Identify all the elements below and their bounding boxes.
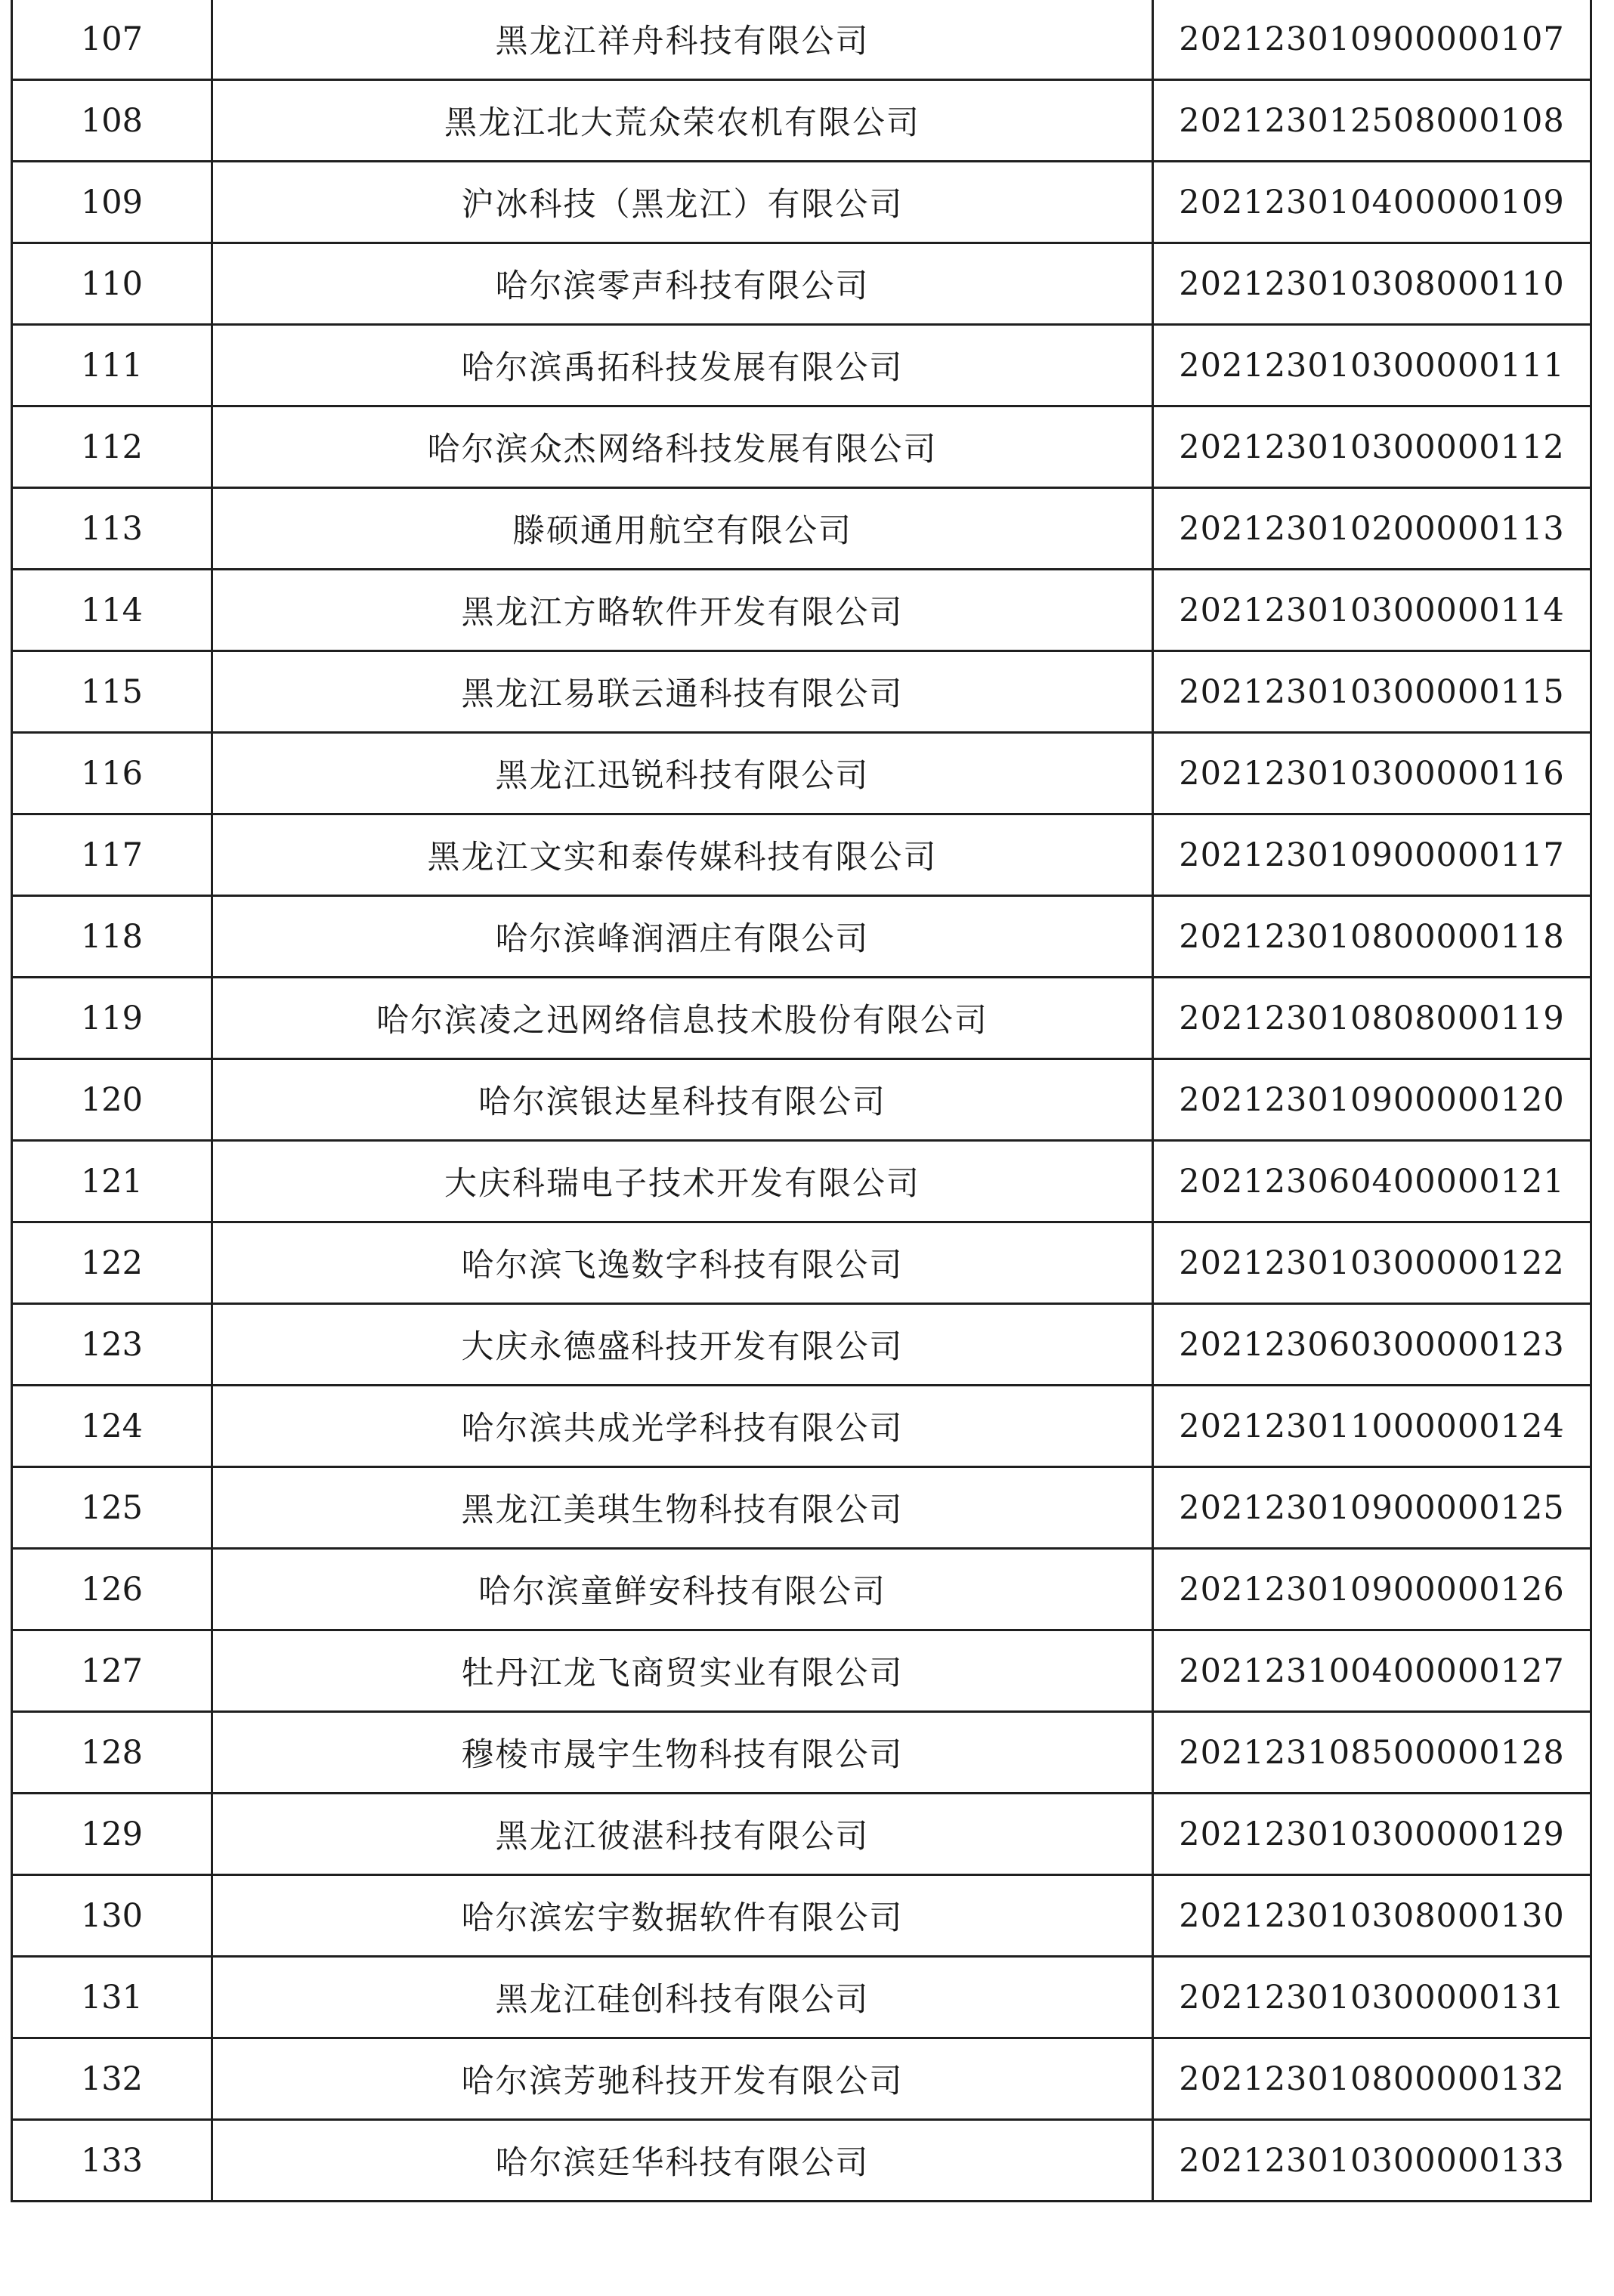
table-row bbox=[12, 1304, 1591, 1386]
registration-code-cell: 202123010900000117 bbox=[1153, 814, 1591, 896]
registration-code-cell: 202123010900000107 bbox=[1153, 0, 1591, 80]
registration-code-cell: 202123010900000125 bbox=[1153, 1467, 1591, 1549]
registration-code-cell: 202123010300000116 bbox=[1153, 733, 1591, 814]
table-row bbox=[12, 2038, 1591, 2120]
table-row bbox=[12, 1630, 1591, 1712]
registration-code-cell: 202123108500000128 bbox=[1153, 1712, 1591, 1794]
row-number-cell: 124 bbox=[12, 1386, 212, 1467]
table-row bbox=[12, 80, 1591, 162]
registration-code-cell: 202123100400000127 bbox=[1153, 1630, 1591, 1712]
registration-code-cell: 202123010300000131 bbox=[1153, 1957, 1591, 2038]
company-name-cell: 哈尔滨共成光学科技有限公司 bbox=[212, 1386, 1153, 1467]
company-name-cell: 滕硕通用航空有限公司 bbox=[212, 488, 1153, 570]
row-number-cell: 116 bbox=[12, 733, 212, 814]
table-row bbox=[12, 406, 1591, 488]
table-row bbox=[12, 733, 1591, 814]
row-number-cell: 122 bbox=[12, 1222, 212, 1304]
company-name-cell: 哈尔滨芳驰科技开发有限公司 bbox=[212, 2038, 1153, 2120]
company-name-cell: 哈尔滨零声科技有限公司 bbox=[212, 243, 1153, 325]
table-row bbox=[12, 896, 1591, 978]
company-name-cell: 哈尔滨宏宇数据软件有限公司 bbox=[212, 1875, 1153, 1957]
company-name-cell: 黑龙江北大荒众荣农机有限公司 bbox=[212, 80, 1153, 162]
row-number-cell: 118 bbox=[12, 896, 212, 978]
company-name-cell: 黑龙江文实和泰传媒科技有限公司 bbox=[212, 814, 1153, 896]
table-row bbox=[12, 488, 1591, 570]
company-name-cell: 哈尔滨童鲜安科技有限公司 bbox=[212, 1549, 1153, 1630]
row-number-cell: 127 bbox=[12, 1630, 212, 1712]
registration-code-cell: 202123010900000120 bbox=[1153, 1059, 1591, 1141]
registration-code-cell: 202123010800000118 bbox=[1153, 896, 1591, 978]
row-number-cell: 113 bbox=[12, 488, 212, 570]
registration-code-cell: 202123010200000113 bbox=[1153, 488, 1591, 570]
registration-code-cell: 202123060300000123 bbox=[1153, 1304, 1591, 1386]
registration-code-cell: 202123010808000119 bbox=[1153, 978, 1591, 1059]
company-name-cell: 哈尔滨廷华科技有限公司 bbox=[212, 2120, 1153, 2202]
registration-code-cell: 202123010400000109 bbox=[1153, 162, 1591, 243]
row-number-cell: 123 bbox=[12, 1304, 212, 1386]
row-number-cell: 133 bbox=[12, 2120, 212, 2202]
company-name-cell: 哈尔滨众杰网络科技发展有限公司 bbox=[212, 406, 1153, 488]
company-name-cell: 黑龙江祥舟科技有限公司 bbox=[212, 0, 1153, 80]
table-row bbox=[12, 1467, 1591, 1549]
company-registry-table bbox=[11, 0, 1592, 2202]
table-row bbox=[12, 1549, 1591, 1630]
registration-code-cell: 202123010300000129 bbox=[1153, 1794, 1591, 1875]
row-number-cell: 125 bbox=[12, 1467, 212, 1549]
table-row bbox=[12, 1712, 1591, 1794]
table-row bbox=[12, 162, 1591, 243]
table-row bbox=[12, 1875, 1591, 1957]
registration-code-cell: 202123010308000130 bbox=[1153, 1875, 1591, 1957]
table-row bbox=[12, 1141, 1591, 1222]
table-row bbox=[12, 651, 1591, 733]
row-number-cell: 117 bbox=[12, 814, 212, 896]
company-name-cell: 牡丹江龙飞商贸实业有限公司 bbox=[212, 1630, 1153, 1712]
row-number-cell: 107 bbox=[12, 0, 212, 80]
company-name-cell: 哈尔滨凌之迅网络信息技术股份有限公司 bbox=[212, 978, 1153, 1059]
table-row bbox=[12, 0, 1591, 80]
table-row bbox=[12, 1222, 1591, 1304]
company-name-cell: 黑龙江彼湛科技有限公司 bbox=[212, 1794, 1153, 1875]
company-name-cell: 哈尔滨禹拓科技发展有限公司 bbox=[212, 325, 1153, 406]
registry-table-body bbox=[12, 0, 1591, 2202]
table-row bbox=[12, 570, 1591, 651]
row-number-cell: 128 bbox=[12, 1712, 212, 1794]
company-name-cell: 黑龙江易联云通科技有限公司 bbox=[212, 651, 1153, 733]
registration-code-cell: 202123010308000110 bbox=[1153, 243, 1591, 325]
company-name-cell: 黑龙江方略软件开发有限公司 bbox=[212, 570, 1153, 651]
row-number-cell: 126 bbox=[12, 1549, 212, 1630]
registration-code-cell: 202123010300000112 bbox=[1153, 406, 1591, 488]
company-name-cell: 沪冰科技（黑龙江）有限公司 bbox=[212, 162, 1153, 243]
company-name-cell: 哈尔滨飞逸数字科技有限公司 bbox=[212, 1222, 1153, 1304]
table-row bbox=[12, 978, 1591, 1059]
registration-code-cell: 202123010300000115 bbox=[1153, 651, 1591, 733]
row-number-cell: 129 bbox=[12, 1794, 212, 1875]
row-number-cell: 131 bbox=[12, 1957, 212, 2038]
row-number-cell: 111 bbox=[12, 325, 212, 406]
row-number-cell: 120 bbox=[12, 1059, 212, 1141]
company-name-cell: 哈尔滨峰润酒庄有限公司 bbox=[212, 896, 1153, 978]
row-number-cell: 132 bbox=[12, 2038, 212, 2120]
company-name-cell: 哈尔滨银达星科技有限公司 bbox=[212, 1059, 1153, 1141]
registration-code-cell: 202123010300000133 bbox=[1153, 2120, 1591, 2202]
registration-code-cell: 202123010800000132 bbox=[1153, 2038, 1591, 2120]
row-number-cell: 112 bbox=[12, 406, 212, 488]
registration-code-cell: 202123010300000122 bbox=[1153, 1222, 1591, 1304]
row-number-cell: 115 bbox=[12, 651, 212, 733]
table-row bbox=[12, 325, 1591, 406]
registration-code-cell: 202123011000000124 bbox=[1153, 1386, 1591, 1467]
row-number-cell: 114 bbox=[12, 570, 212, 651]
row-number-cell: 110 bbox=[12, 243, 212, 325]
table-row bbox=[12, 1386, 1591, 1467]
row-number-cell: 130 bbox=[12, 1875, 212, 1957]
registration-code-cell: 202123060400000121 bbox=[1153, 1141, 1591, 1222]
registration-code-cell: 202123012508000108 bbox=[1153, 80, 1591, 162]
company-name-cell: 大庆永德盛科技开发有限公司 bbox=[212, 1304, 1153, 1386]
table-row bbox=[12, 243, 1591, 325]
company-name-cell: 黑龙江硅创科技有限公司 bbox=[212, 1957, 1153, 2038]
company-name-cell: 黑龙江迅锐科技有限公司 bbox=[212, 733, 1153, 814]
row-number-cell: 119 bbox=[12, 978, 212, 1059]
table-row bbox=[12, 2120, 1591, 2202]
row-number-cell: 109 bbox=[12, 162, 212, 243]
company-name-cell: 穆棱市晟宇生物科技有限公司 bbox=[212, 1712, 1153, 1794]
row-number-cell: 121 bbox=[12, 1141, 212, 1222]
company-name-cell: 大庆科瑞电子技术开发有限公司 bbox=[212, 1141, 1153, 1222]
table-row bbox=[12, 814, 1591, 896]
table-row bbox=[12, 1794, 1591, 1875]
company-name-cell: 黑龙江美琪生物科技有限公司 bbox=[212, 1467, 1153, 1549]
table-row bbox=[12, 1957, 1591, 2038]
registration-code-cell: 202123010300000114 bbox=[1153, 570, 1591, 651]
row-number-cell: 108 bbox=[12, 80, 212, 162]
registration-code-cell: 202123010900000126 bbox=[1153, 1549, 1591, 1630]
table-row bbox=[12, 1059, 1591, 1141]
registration-code-cell: 202123010300000111 bbox=[1153, 325, 1591, 406]
